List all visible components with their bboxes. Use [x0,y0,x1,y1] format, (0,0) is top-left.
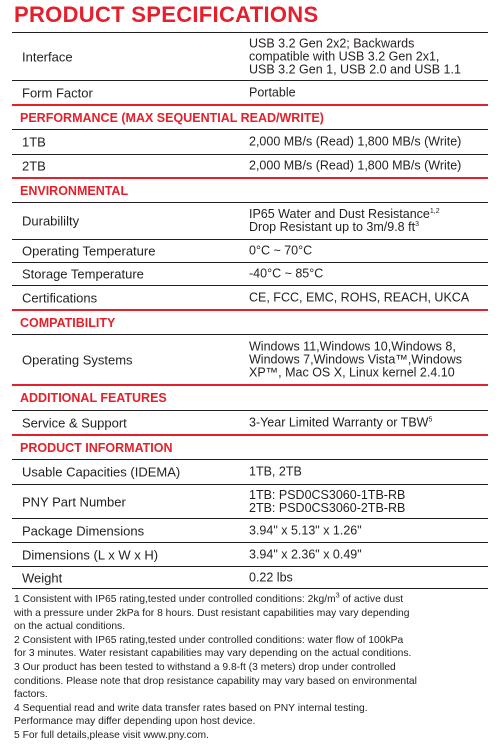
footnote-3: 3 Our product has been tested to withstand a 9.8-ft (3 meters) drop under controlled conditions. Please note that drop resistance capability may vary based on environmental factors. [14,661,417,701]
page-title: PRODUCT SPECIFICATIONS [14,2,319,27]
footnote-1: 1 Consistent with IP65 rating,tested under controlled conditions: $2kg/m^3$ of active dust with a pressure under 2kPa for 8 hours. Dust resistant capabilities may vary depending on the actual conditions. [14,592,410,633]
spec-row-durability: Durabililty IP65 Water and Dust Resistance$^{1,2}$ Drop Resistant up to 3m/9.8 $ft^3$ [12,202,488,239]
spec-row-operating-systems: Operating Systems Windows 11,Windows 10,Windows 8, Windows 7,Windows Vista™,Windows XP™, Mac OS X, Linux kernel 2.4.10 [12,334,488,384]
spec-row-certifications: Certifications CE, FCC, EMC, ROHS, REACH, UKCA [12,285,488,309]
spec-label: Form Factor [22,85,93,100]
footnote-5: 5 For full details,please visit www.pny.com. [14,729,209,741]
section-heading-additional-features: ADDITIONAL FEATURES [12,384,488,410]
spec-row-interface [12,32,488,80]
spec-row-usable-capacities: Usable Capacities (IDEMA) 1TB, 2TB [12,459,488,484]
spec-row-part-number: PNY Part Number 1TB: PSD0CS3060-1TB-RB 2TB: PSD0CS3060-2TB-RB [12,484,488,518]
footnote-4: 4 Sequential read and write data transfer rates based on PNY internal testing. Performance may differ depending upon host device. [14,702,368,728]
spec-value: USB 3.2 Gen 2x2; Backwards compatible with USB 3.2 Gen 2x1, USB 3.2 Gen 1, USB 2.0 and USB 1.1 [249,36,461,76]
section-heading-performance: PERFORMANCE (MAX SEQUENTIAL READ/WRITE) [12,104,488,129]
footnote-2: 2 Consistent with IP65 rating,tested under controlled conditions: water flow of 100kPa for 3 minutes. Water resistant capabilities may vary depending on the actual conditions. [14,634,412,660]
spec-row-1tb: 1TB 2,000 MB/s (Read) 1,800 MB/s (Write) [12,129,488,154]
spec-row-package-dimensions: Package Dimensions 3.94" x 5.13" x 1.26" [12,518,488,542]
spec-row-weight: Weight 0.22 lbs [12,566,488,589]
spec-value: Portable [249,85,296,99]
spec-row-form-factor [12,80,488,104]
spec-row-operating-temp: Operating Temperature 0°C ~ 70°C [12,239,488,262]
spec-row-2tb: 2TB 2,000 MB/s (Read) 1,800 MB/s (Write) [12,154,488,177]
section-heading-compatibility: COMPATIBILITY [12,309,488,334]
section-heading-product-information: PRODUCT INFORMATION [12,434,488,459]
spec-label: Interface [22,49,73,64]
spec-row-storage-temp: Storage Temperature -40°C ~ 85°C [12,262,488,285]
spec-row-dimensions: Dimensions (L x W x H) 3.94" x 2.36" x 0.49" [12,542,488,566]
spec-row-service-support: Service & Support 3-Year Limited Warranty or TBW$^5$ [12,410,488,434]
section-heading-environmental: ENVIRONMENTAL [12,177,488,202]
footnotes [14,593,490,743]
